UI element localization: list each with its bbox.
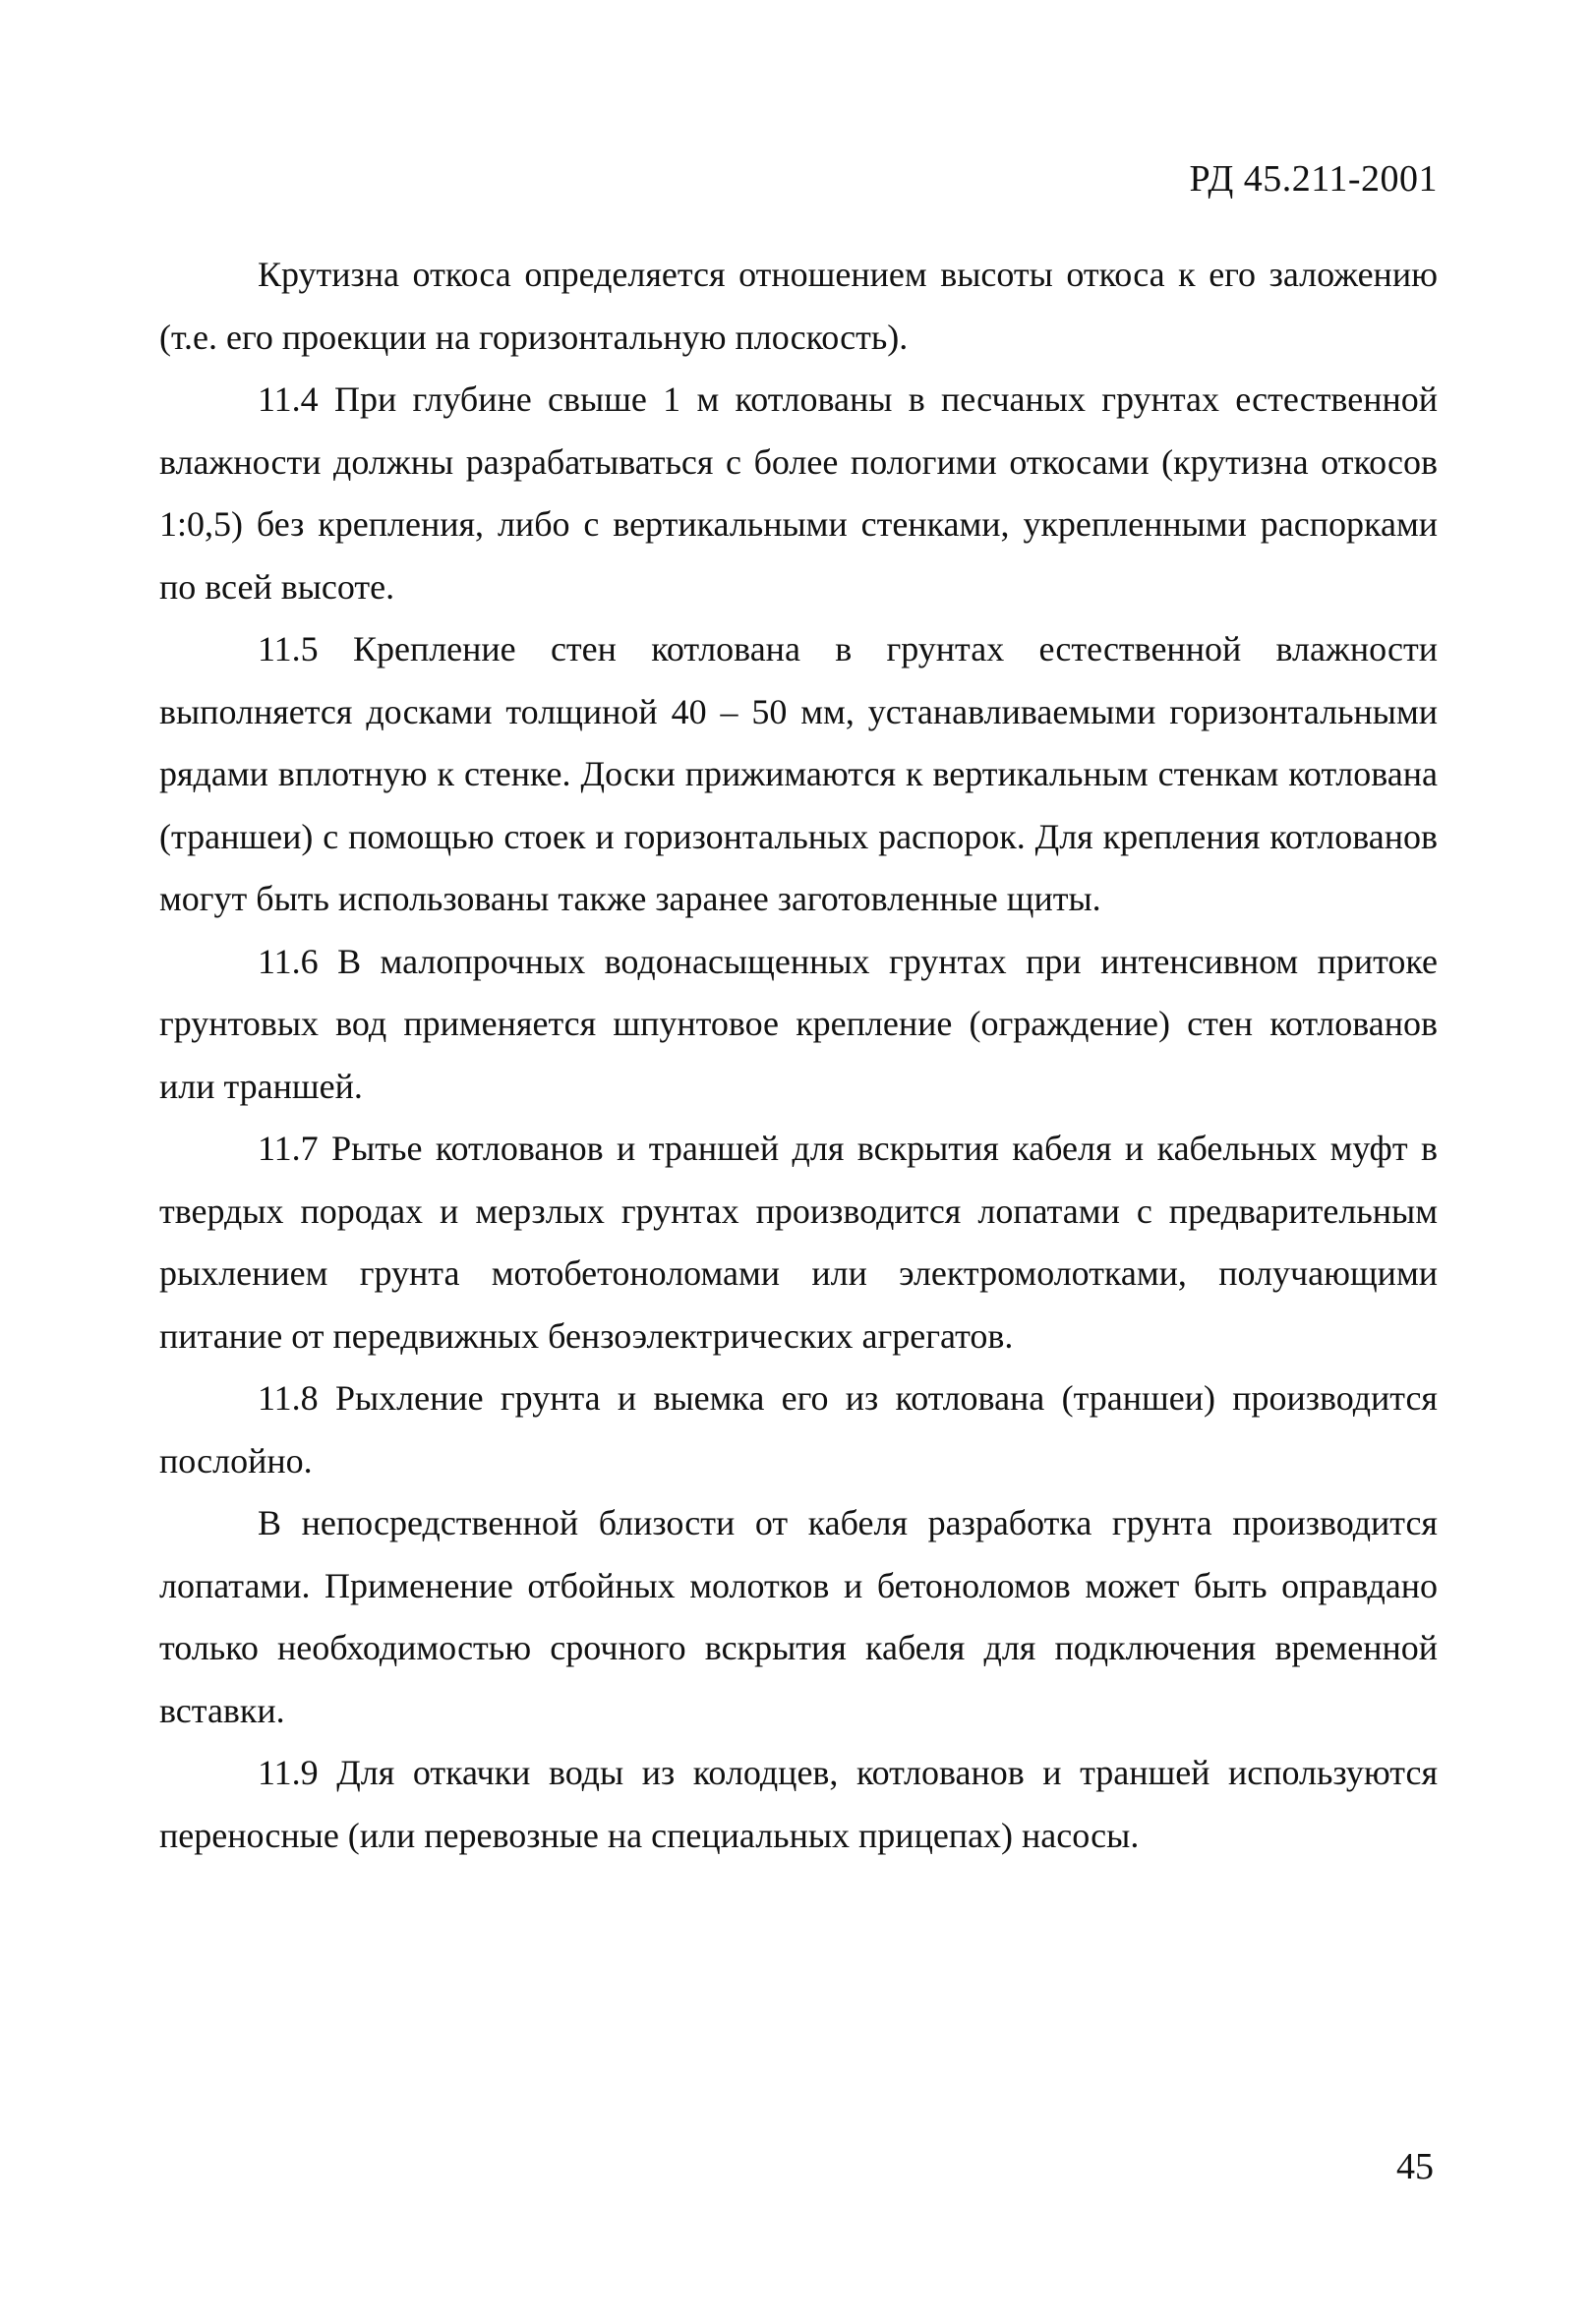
paragraph-11-4: 11.4 При глубине свыше 1 м котлованы в песчаных грунтах естественной влажности должны разрабатываться с более пологими откосами (крутизна откосов 1:0,5) без крепления, либо с вертикальными стенками, укрепленными распорками по всей высоте. [159, 379, 1438, 607]
document-code: РД 45.211-2001 [1189, 158, 1438, 200]
document-body [159, 244, 1438, 1867]
paragraph-11-7: 11.7 Рытье котлованов и траншей для вскрытия кабеля и кабельных муфт в твердых породах и мерзлых грунтах производится лопатами с предварительным рыхлением грунта мотобетоноломами или электромолотками, получающими питание от передвижных бензоэлектрических агрегатов. [159, 1129, 1438, 1356]
page-number: 45 [1396, 2146, 1434, 2187]
paragraph-near-cable: В непосредственной близости от кабеля разработка грунта производится лопатами. Применение отбойных молотков и бетоноломов может быть оправдано только необходимостью срочного вскрытия кабеля для подключения временной вставки. [159, 1503, 1438, 1730]
paragraph-11-8: 11.8 Рыхление грунта и выемка его из котлована (траншеи) производится послойно. [159, 1378, 1438, 1481]
paragraph-11-5: 11.5 Крепление стен котлована в грунтах естественной влажности выполняется досками толщиной 40 – 50 мм, устанавливаемыми горизонтальными рядами вплотную к стенке. Доски прижимаются к вертикальным стенкам котлована (траншеи) с помощью стоек и горизонтальных распорок. Для крепления котлованов могут быть использованы также заранее заготовленные щиты. [159, 629, 1438, 918]
paragraph-11-9: 11.9 Для откачки воды из колодцев, котлованов и траншей используются переносные (или перевозные на специальных прицепах) насосы. [159, 1753, 1438, 1855]
paragraph-slope-steepness: Крутизна откоса определяется отношением высоты откоса к его заложению (т.е. его проекции на горизонтальную плоскость). [159, 255, 1438, 357]
paragraph-11-6: 11.6 В малопрочных водонасыщенных грунтах при интенсивном притоке грунтовых вод применяется шпунтовое крепление (ограждение) стен котлованов или траншей. [159, 941, 1438, 1106]
